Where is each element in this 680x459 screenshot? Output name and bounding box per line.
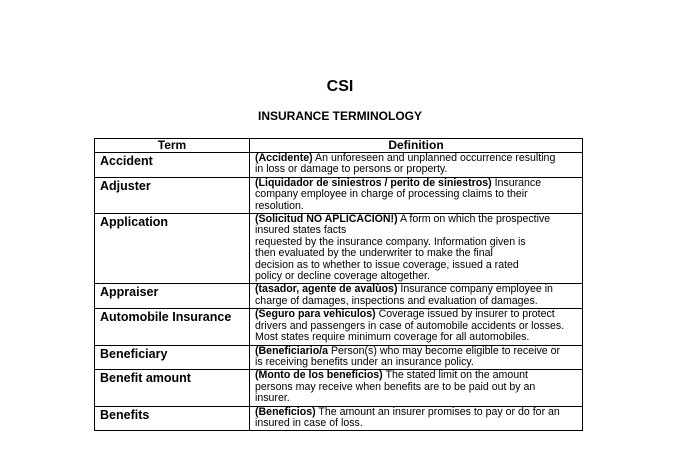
term-cell: Beneficiary bbox=[95, 345, 250, 370]
terminology-table bbox=[94, 138, 583, 431]
document-subtitle: INSURANCE TERMINOLOGY bbox=[257, 109, 422, 123]
definition-line bbox=[255, 201, 578, 212]
definition-cell bbox=[250, 177, 583, 213]
table-row bbox=[95, 309, 583, 345]
definition-text: A form on which the prospective bbox=[397, 213, 551, 226]
table-row bbox=[95, 284, 583, 309]
definition-text: company employee in charge of processing claims to their bbox=[255, 188, 528, 201]
table-row bbox=[95, 214, 583, 284]
definition-text: charge of damages, inspections and evaluation of damages. bbox=[255, 294, 538, 307]
term-cell: Adjuster bbox=[95, 177, 250, 213]
term-cell: Automobile Insurance bbox=[95, 309, 250, 345]
spanish-translation: (Beneficios) bbox=[255, 405, 316, 418]
definition-text: then evaluated by the underwriter to make the final bbox=[255, 247, 493, 260]
table-row bbox=[95, 177, 583, 213]
definition-text: insured states facts bbox=[255, 224, 347, 237]
term-column-header: Term bbox=[95, 139, 250, 153]
definition-text: Person(s) who may become eligible to receive or bbox=[328, 344, 561, 357]
definition-line bbox=[255, 296, 578, 307]
definition-text: is receiving benefits under an insurance policy. bbox=[255, 355, 474, 368]
definition-text: Most states require minimum coverage for all automobiles. bbox=[255, 331, 530, 344]
definition-line bbox=[255, 332, 578, 343]
definition-text: decision as to whether to issue coverage, issued a rated bbox=[255, 258, 519, 271]
spanish-translation: (tasador, agente de avalùos) bbox=[255, 283, 398, 296]
definition-text: in loss or damage to persons or property. bbox=[255, 163, 448, 176]
spanish-translation: (Seguro para vehiculos) bbox=[255, 308, 376, 321]
definition-text: resolution. bbox=[255, 199, 304, 212]
term-cell: Benefit amount bbox=[95, 370, 250, 406]
table-row bbox=[95, 370, 583, 406]
spanish-translation: (Solicitud NO APLICACION!) bbox=[255, 213, 398, 226]
term-cell: Accident bbox=[95, 153, 250, 178]
table-row bbox=[95, 345, 583, 370]
spanish-translation: (Accidente) bbox=[255, 152, 313, 164]
definition-text: insured in case of loss. bbox=[255, 416, 363, 429]
definition-text: Insurance company employee in bbox=[397, 283, 553, 296]
definition-cell bbox=[250, 284, 583, 309]
definition-text: Insurance bbox=[491, 176, 542, 189]
table-row bbox=[95, 406, 583, 431]
definition-cell bbox=[250, 214, 583, 284]
spanish-translation: (Beneficiario/a bbox=[255, 344, 329, 357]
definition-cell bbox=[250, 345, 583, 370]
definition-cell bbox=[250, 153, 583, 178]
table-header-row bbox=[95, 139, 583, 153]
definition-line bbox=[255, 271, 578, 282]
definition-line bbox=[255, 418, 578, 429]
spanish-translation: (Monto de los beneficios) bbox=[255, 369, 383, 382]
definition-text: Coverage issued by insurer to protect bbox=[375, 308, 555, 321]
table-row bbox=[95, 153, 583, 178]
term-cell: Application bbox=[95, 214, 250, 284]
definition-line bbox=[255, 164, 578, 175]
definition-column-header: Definition bbox=[250, 139, 583, 153]
definition-cell bbox=[250, 370, 583, 406]
definition-text: requested by the insurance company. Information given is bbox=[255, 235, 526, 248]
definition-line bbox=[255, 357, 578, 368]
definition-cell bbox=[250, 309, 583, 345]
term-cell: Appraiser bbox=[95, 284, 250, 309]
definition-text: persons may receive when benefits are to be paid out by an bbox=[255, 380, 536, 393]
definition-text: An unforeseen and unplanned occurrence resulting bbox=[312, 152, 556, 164]
definition-line bbox=[255, 393, 578, 404]
definition-text: drivers and passengers in case of automobile accidents or losses. bbox=[255, 319, 565, 332]
definition-line bbox=[255, 382, 578, 393]
definition-text: insurer. bbox=[255, 392, 290, 405]
definition-text: policy or decline coverage altogether. bbox=[255, 270, 430, 283]
document-title: CSI bbox=[326, 78, 354, 95]
definition-text: The stated limit on the amount bbox=[382, 369, 528, 382]
definition-cell bbox=[250, 406, 583, 431]
term-cell: Benefits bbox=[95, 406, 250, 431]
spanish-translation: (Liquidador de siniestros / perito de siniestros) bbox=[255, 176, 492, 189]
definition-text: The amount an insurer promises to pay or do for an bbox=[315, 405, 560, 418]
